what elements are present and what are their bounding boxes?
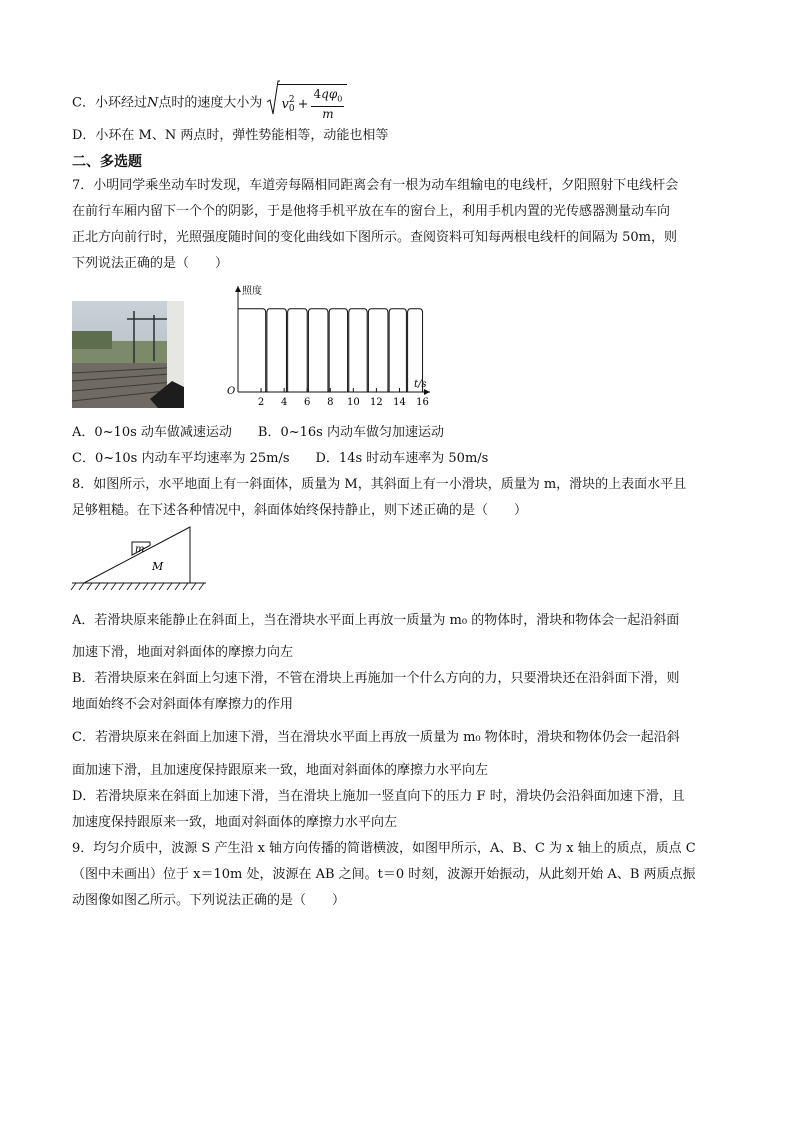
y-axis-label: 照度 bbox=[242, 286, 262, 297]
q8-stem-line-1: 8．如图所示，水平地面上有一斜面体，质量为 M，其斜面上有一小滑块，质量为 m，滑块的上表面水平且 bbox=[72, 477, 687, 492]
q8-option-b-line-2: 地面始终不会对斜面体有摩擦力的作用 bbox=[72, 697, 294, 712]
q8-option-c-line-2: 面加速下滑，且加速度保持跟原来一致，地面对斜面体的摩擦力水平向左 bbox=[72, 763, 489, 778]
wedge bbox=[84, 527, 190, 583]
formula-plus: + bbox=[297, 97, 309, 113]
x-tick-label-12: 12 bbox=[370, 397, 383, 408]
q8-stem-line-2: 足够粗糙。在下述各种情况中，斜面体始终保持静止，则下述正确的是（ ） bbox=[72, 503, 528, 518]
q9-stem-line-3: 动图像如图乙所示。下列说法正确的是（ ） bbox=[72, 893, 346, 908]
y-axis-arrow bbox=[235, 286, 241, 292]
q6-var-n: N bbox=[146, 95, 159, 111]
incline-diagram bbox=[70, 525, 210, 595]
q7-options-ab: A．0~10s 动车做减速运动 B．0~16s 内动车做匀加速运动 bbox=[72, 425, 444, 440]
q8-option-b-line-1: B．若滑块原来在斜面上匀速下滑，不管在滑块上再施加一个什么方向的力，只要滑块还在沿斜面下滑，则 bbox=[72, 671, 680, 686]
sqrt-formula bbox=[266, 84, 347, 122]
q8-option-a-line-1: A．若滑块原来能静止在斜面上，当在滑块水平面上再放一质量为 m₀ 的物体时，滑块和物体会一起沿斜面 bbox=[72, 613, 680, 628]
x-tick-label-8: 8 bbox=[327, 397, 334, 408]
small-block-label: m bbox=[135, 544, 145, 555]
q7-stem-line-1: 7．小明同学乘坐动车时发现，车道旁每隔相同距离会有一根为动车组输电的电线杆，夕阳照射下电线杆会 bbox=[72, 178, 679, 193]
formula-coef: 4 bbox=[313, 87, 322, 101]
formula-sub-0: 0 bbox=[288, 103, 295, 114]
illuminance-chart bbox=[220, 280, 445, 410]
x-axis-label: t/s bbox=[414, 379, 427, 390]
x-tick-label-16: 16 bbox=[416, 397, 429, 408]
formula-fraction bbox=[311, 87, 344, 122]
q7-stem-line-3: 正北方向前行时，光照强度随时间的变化曲线如下图所示。查阅资料可知每两根电线杆的间隔为 50m，则 bbox=[72, 230, 678, 245]
q7-options-cd: C．0~10s 内动车平均速率为 25m/s D．14s 时动车速率为 50m/s bbox=[72, 451, 489, 466]
x-tick-label-4: 4 bbox=[280, 397, 288, 408]
x-tick-label-6: 6 bbox=[304, 397, 311, 408]
origin-label: O bbox=[227, 386, 236, 397]
q8-option-c-line-1: C．若滑块原来在斜面上加速下滑，当在滑块水平面上再放一质量为 m₀ 物体时，滑块和物体仍会一起沿斜 bbox=[72, 730, 680, 745]
q6-option-c bbox=[72, 84, 347, 122]
q9-stem-line-2: （图中未画出）位于 x＝10m 处，波源在 AB 之间。t＝0 时刻，波源开始振动，从此刻开始 A、B 两质点振 bbox=[72, 867, 696, 882]
q8-option-d-line-1: D．若滑块原来在斜面上加速下滑，当在滑块上施加一竖直向下的压力 F 时，滑块仍会沿斜面加速下滑，且 bbox=[72, 789, 685, 804]
formula-sup-2: 2 bbox=[288, 94, 295, 105]
q8-option-a-line-2: 加速下滑，地面对斜面体的摩擦力向左 bbox=[72, 645, 294, 660]
formula-phi-sub: 0 bbox=[337, 94, 343, 104]
sqrt-sign bbox=[266, 80, 280, 118]
formula-q: q bbox=[321, 87, 329, 101]
formula-v: v bbox=[281, 97, 289, 113]
q9-stem-line-1: 9．均匀介质中，波源 S 产生沿 x 轴方向传播的简谐横波，如图甲所示，A、B、C 为 x 轴上的质点，质点 C bbox=[72, 841, 696, 856]
q8-option-d-line-2: 加速度保持跟原来一致，地面对斜面体的摩擦力水平向左 bbox=[72, 815, 398, 830]
wedge-label: M bbox=[152, 560, 164, 573]
q6-option-c-prefix: C．小环经过 bbox=[72, 95, 147, 111]
formula-phi: φ bbox=[328, 87, 338, 101]
train-window-photo bbox=[72, 301, 184, 408]
section-heading: 二、多选题 bbox=[72, 154, 142, 170]
q7-stem-line-4: 下列说法正确的是（ ） bbox=[72, 256, 229, 271]
formula-den: m bbox=[322, 107, 334, 122]
illuminance-curve bbox=[238, 309, 423, 392]
x-tick-label-2: 2 bbox=[257, 397, 265, 408]
x-tick-label-14: 14 bbox=[393, 397, 406, 408]
ground-hatching bbox=[71, 583, 204, 590]
q6-option-c-mid: 点时的速度大小为 bbox=[158, 95, 263, 111]
q6-option-d: D．小环在 M、N 两点时，弹性势能相等，动能也相等 bbox=[72, 128, 389, 143]
q7-stem-line-2: 在前行车厢内留下一个个的阴影，于是他将手机平放在车的窗台上，利用手机内置的光传感器测量动车向 bbox=[72, 204, 671, 219]
x-tick-label-10: 10 bbox=[346, 397, 360, 408]
